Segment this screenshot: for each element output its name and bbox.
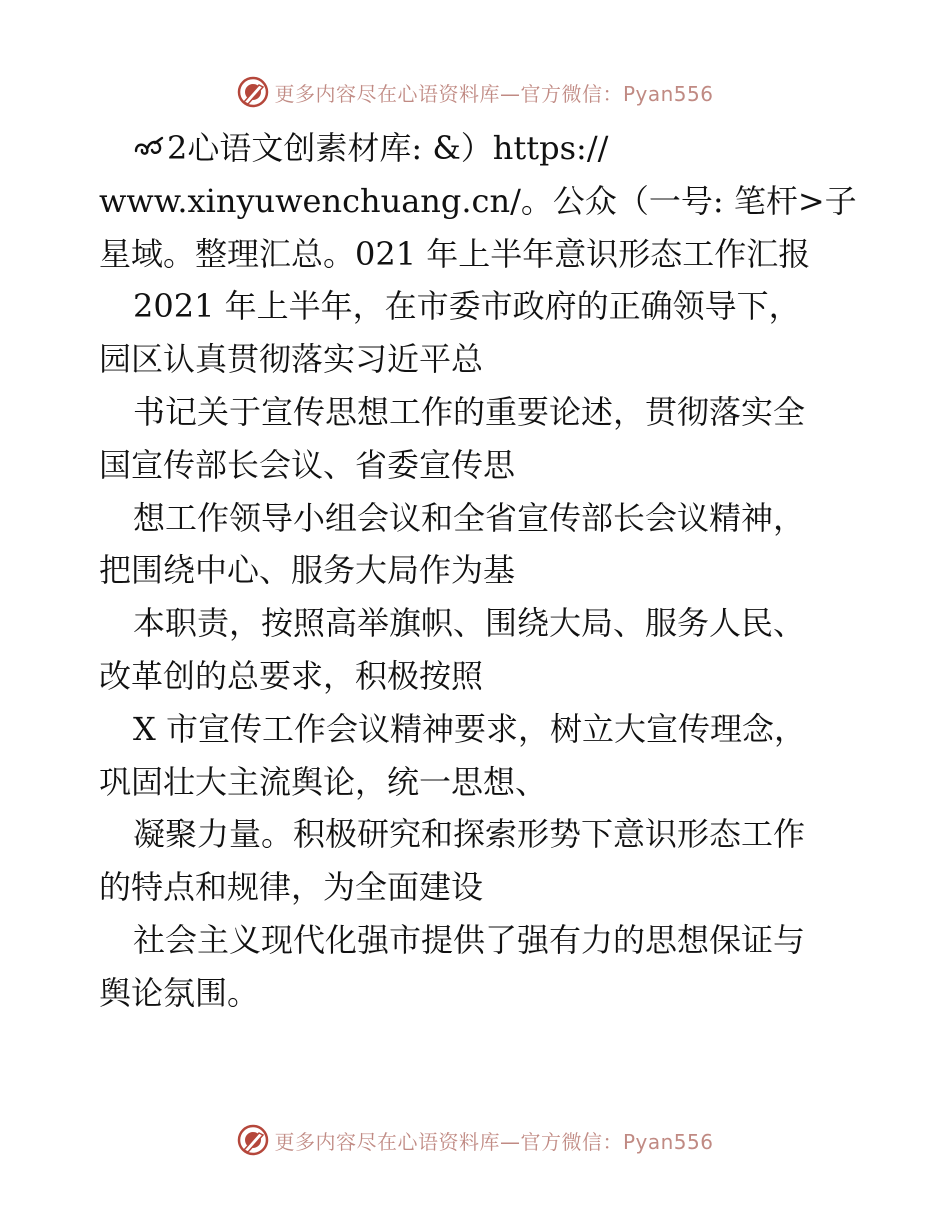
swirl-glyph-icon [133,131,165,163]
body-line: 书记关于宣传思想工作的重要论述，贯彻落实全 [133,392,806,431]
body-line: 园区认真贯彻落实习近平总 [99,340,484,379]
header-watermark [0,72,950,112]
body-line: 国宣传部长会议、省委宣传思 [99,445,516,484]
body-line: 改革创的总要求，积极按照 [99,656,484,695]
body-line: X 市宣传工作会议精神要求，树立大宣传理念， [133,709,806,748]
footer-watermark [0,1120,950,1160]
body-line: 想工作领导小组会议和全省宣传部长会议精神， [133,498,806,537]
body-line: 2心语文创素材库: &）https:// [99,122,859,175]
body-line: 2021 年上半年，在市委市政府的正确领导下， [133,287,801,326]
brand-logo-icon [236,75,270,109]
document-body [99,122,859,1020]
body-line: 星域。整理汇总。021 年上半年意识形态工作汇报 [99,234,811,273]
watermark-text: 更多内容尽在心语资料库—官方微信：Pyan556 [274,81,714,106]
brand-logo-icon [236,1123,270,1157]
body-line: 舆论氛围。 [99,973,260,1012]
watermark-text: 更多内容尽在心语资料库—官方微信：Pyan556 [274,1129,714,1154]
body-line: 巩固壮大主流舆论，统一思想、 [99,762,548,801]
body-line: 本职责，按照高举旗帜、围绕大局、服务人民、 [133,604,806,643]
body-line: 把围绕中心、服务大局作为基 [99,551,516,590]
body-line: 的特点和规律，为全面建设 [99,868,484,907]
body-line: 社会主义现代化强市提供了强有力的思想保证与 [133,920,806,959]
body-line: 凝聚力量。积极研究和探索形势下意识形态工作 [133,815,806,854]
body-line: www.xinyuwenchuang.cn/。公众（一号: 笔杆>子 [99,181,857,220]
